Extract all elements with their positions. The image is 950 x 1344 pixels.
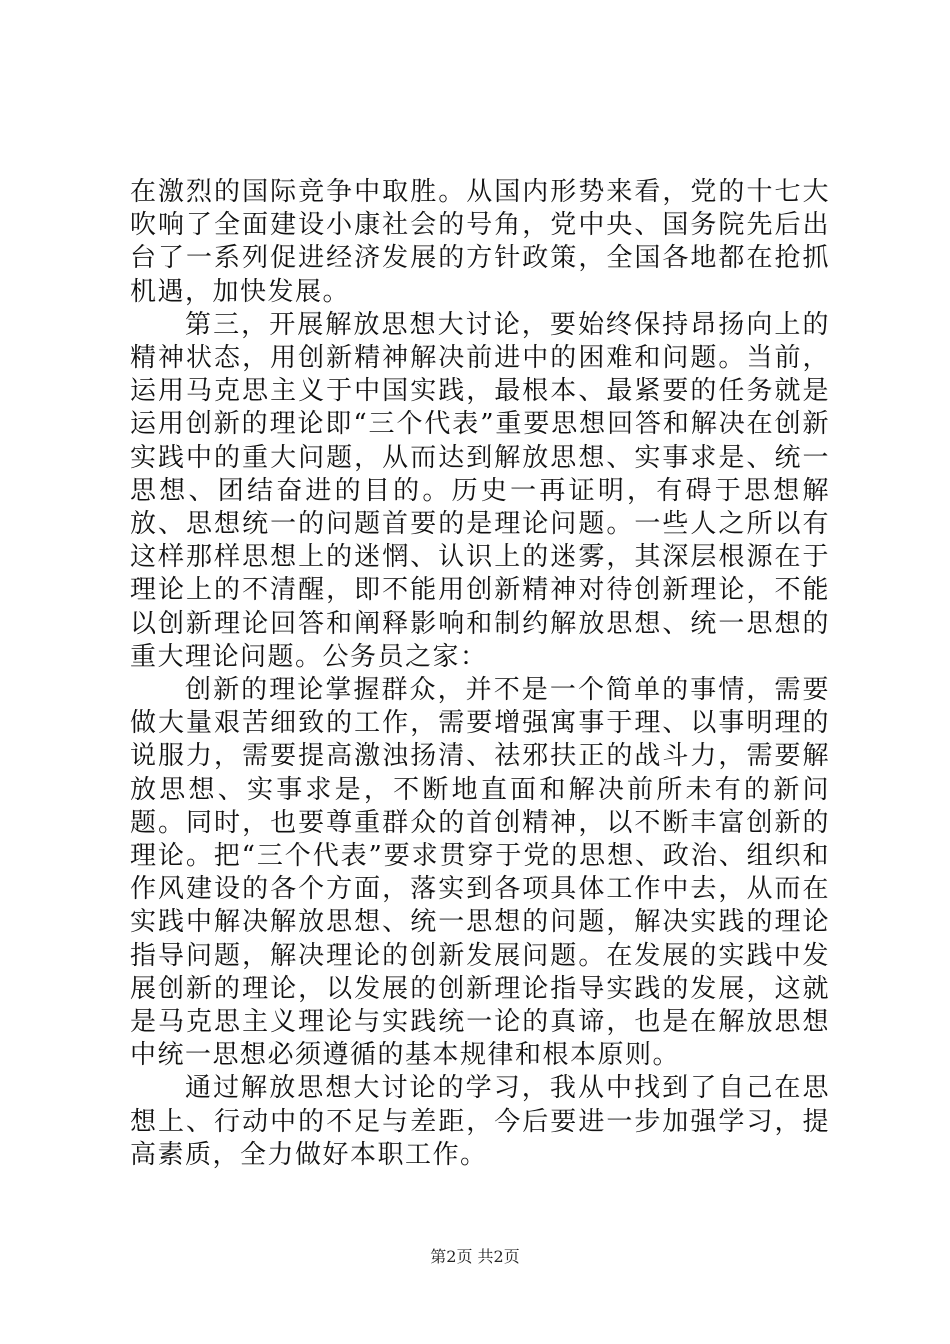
paragraph-4: 通过解放思想大讨论的学习，我从中找到了自己在思想上、行动中的不足与差距，今后要进一步加强学习，提高素质，全力做好本职工作。 — [130, 1073, 830, 1170]
paragraph-2: 第三，开展解放思想大讨论，要始终保持昂扬向上的精神状态，用创新精神解决前进中的困难和问题。当前，运用马克思主义于中国实践，最根本、最紧要的任务就是运用创新的理论即“三个代表”重要思想回答和解决在创新实践中的重大问题，从而达到解放思想、实事求是、统一思想、团结奋进的目的。历史一再证明，有碍于思想解放、思想统一的问题首要的是理论问题。一些人之所以有这样那样思想上的迷惘、认识上的迷雾，其深层根源在于理论上的不清醒，即不能用创新精神对待创新理论，不能以创新理论回答和阐释影响和制约解放思想、统一思想的重大理论问题。公务员之家： — [130, 309, 830, 672]
paragraph-3: 创新的理论掌握群众，并不是一个简单的事情，需要做大量艰苦细致的工作，需要增强寓事于理、以事明理的说服力，需要提高激浊扬清、祛邪扶正的战斗力，需要解放思想、实事求是，不断地直面和解决前所未有的新问题。同时，也要尊重群众的首创精神，以不断丰富创新的理论。把“三个代表”要求贯穿于党的思想、政治、组织和作风建设的各个方面，落实到各项具体工作中去，从而在实践中解决解放思想、统一思想的问题，解决实践的理论指导问题，解决理论的创新发展问题。在发展的实践中发展创新的理论，以发展的创新理论指导实践的发展，这就是马克思主义理论与实践统一论的真谛，也是在解放思想中统一思想必须遵循的基本规律和根本原则。 — [130, 675, 830, 1071]
document-body — [130, 176, 830, 1172]
page-footer: 第2页 共2页 — [430, 1247, 520, 1266]
paragraph-1: 在激烈的国际竞争中取胜。从国内形势来看，党的十七大吹响了全面建设小康社会的号角，党中央、国务院先后出台了一系列促进经济发展的方针政策，全国各地都在抢抓机遇，加快发展。 — [130, 177, 830, 307]
